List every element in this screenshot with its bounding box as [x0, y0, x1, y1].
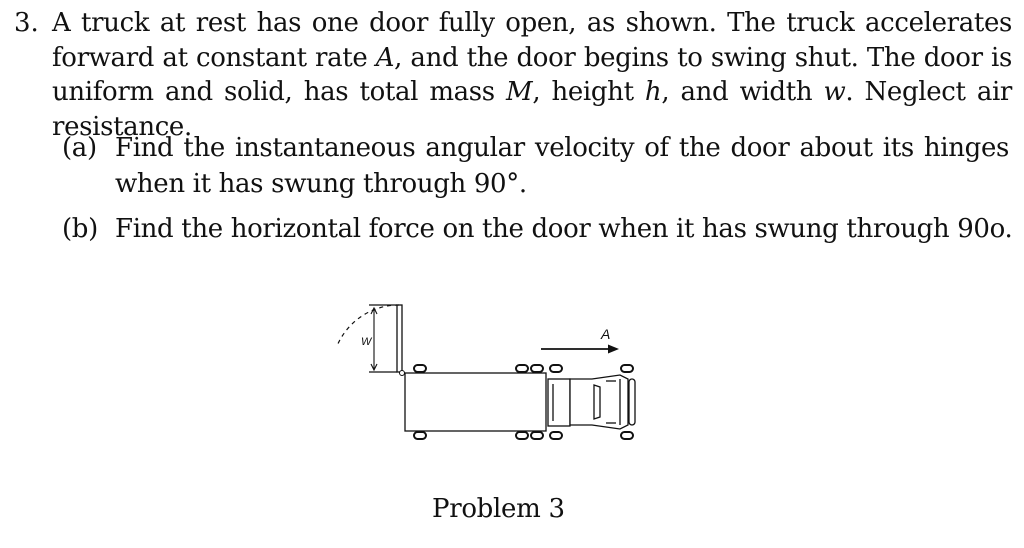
- problem-text-2: , and the door begins to swing shut. The door is uniform and solid, has total mass: [52, 42, 1012, 107]
- part-a-text: Find the instantaneous angular velocity of the door about its hinges when it has swung through 90°.: [115, 133, 1009, 199]
- part-a-label: (a): [62, 133, 97, 163]
- truck-cab: [548, 375, 635, 429]
- trailer-body: [405, 373, 546, 431]
- figure-caption: Problem 3: [432, 494, 565, 524]
- part-b-text: Find the horizontal force on the door when it has swung through 90o.: [115, 214, 1013, 244]
- truck-diagram: [330, 295, 660, 445]
- hinge: [400, 371, 405, 376]
- problem-statement: [52, 6, 1012, 144]
- variable-A: A: [375, 42, 395, 73]
- problem-text-1: A truck at rest has one door fully open, as shown. The truck accelerates forward at constant rate: [52, 8, 1012, 73]
- label-w: W: [361, 336, 372, 348]
- part-b-label: (b): [62, 214, 98, 244]
- label-A: A: [601, 326, 611, 342]
- variable-M: M: [506, 77, 533, 107]
- variable-w: w: [823, 77, 846, 107]
- problem-text-3: , height: [532, 77, 645, 107]
- problem-text-4: , and width: [661, 77, 824, 107]
- variable-h: h: [644, 77, 662, 107]
- problem-number: 3.: [14, 8, 39, 38]
- width-dimension: [371, 308, 377, 370]
- problem-text-5: . Neglect air resistance.: [52, 77, 1013, 142]
- acceleration-arrow: [541, 345, 619, 354]
